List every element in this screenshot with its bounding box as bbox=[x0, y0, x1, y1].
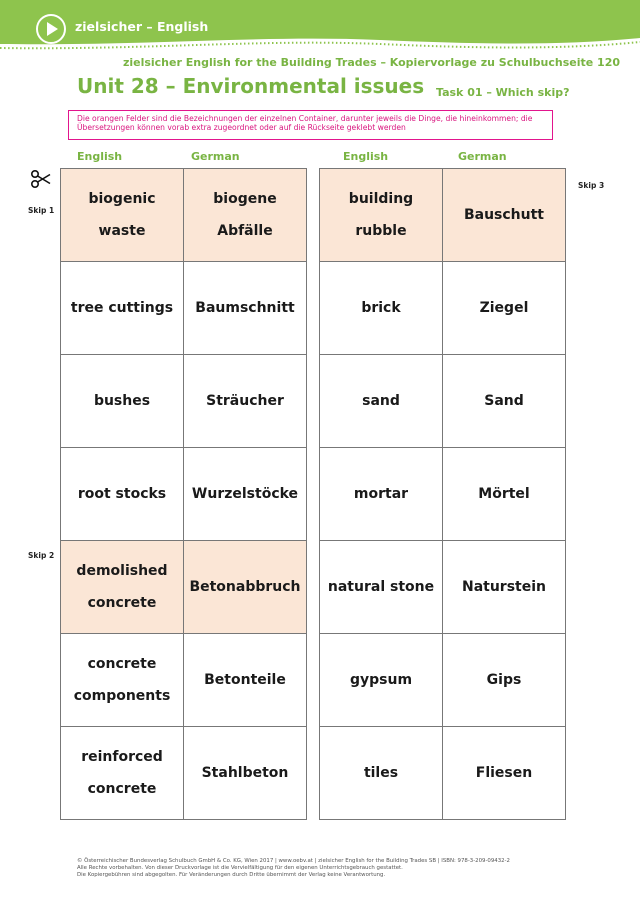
brand-name: zielsicher – English bbox=[75, 19, 209, 34]
footer-line: Alle Rechte vorbehalten. Von dieser Druckvorlage ist die Vervielfältigung für den eigenen Unterrichtsgebrauch gestattet. bbox=[77, 865, 403, 871]
skip-name-cell: Betonabbruch bbox=[184, 541, 307, 634]
vocab-cell: Stahlbeton bbox=[184, 727, 307, 820]
vocab-cell: Baumschnitt bbox=[184, 262, 307, 355]
column-header-english-left: English bbox=[77, 150, 123, 163]
vocab-cell: natural stone bbox=[320, 541, 443, 634]
vocab-cell: Gips bbox=[443, 634, 566, 727]
vocab-cell: Naturstein bbox=[443, 541, 566, 634]
vocab-cell: Fliesen bbox=[443, 727, 566, 820]
page-subtitle: zielsicher English for the Building Trades – Kopiervorlage zu Schulbuchseite 120 bbox=[122, 56, 620, 69]
skip-2-label: Skip 2 bbox=[28, 551, 55, 560]
skip-3-label: Skip 3 bbox=[578, 181, 605, 190]
vocab-cell: gypsum bbox=[320, 634, 443, 727]
skip-name-cell: demolished concrete bbox=[61, 541, 184, 634]
vocab-grid-left bbox=[60, 168, 307, 820]
vocab-cell: root stocks bbox=[61, 448, 184, 541]
vocab-cell: tiles bbox=[320, 727, 443, 820]
skip-name-cell: building rubble bbox=[320, 169, 443, 262]
skip-name-cell: Bauschutt bbox=[443, 169, 566, 262]
vocab-cell: Wurzelstöcke bbox=[184, 448, 307, 541]
vocab-cell: bushes bbox=[61, 355, 184, 448]
vocab-cell: mortar bbox=[320, 448, 443, 541]
play-logo-icon bbox=[36, 14, 66, 44]
task-label: Task 01 – Which skip? bbox=[436, 86, 570, 99]
skip-name-cell: biogene Abfälle bbox=[184, 169, 307, 262]
vocab-cell: Sträucher bbox=[184, 355, 307, 448]
page-title: Unit 28 – Environmental issues bbox=[77, 74, 425, 98]
vocab-cell: reinforced concrete bbox=[61, 727, 184, 820]
vocab-cell: Betonteile bbox=[184, 634, 307, 727]
vocab-grid-right bbox=[319, 168, 566, 820]
vocab-cell: brick bbox=[320, 262, 443, 355]
column-header-german-right: German bbox=[458, 150, 507, 163]
vocab-cell: Mörtel bbox=[443, 448, 566, 541]
column-header-german-left: German bbox=[191, 150, 240, 163]
instruction-box: Die orangen Felder sind die Bezeichnungen der einzelnen Container, darunter jeweils die Dinge, die hineinkommen; die Übersetzungen können vorab extra zugeordnet oder auf die Rückseite geklebt werden bbox=[68, 110, 553, 140]
vocab-cell: Ziegel bbox=[443, 262, 566, 355]
vocab-cell: Sand bbox=[443, 355, 566, 448]
scissors-icon bbox=[30, 168, 52, 190]
vocab-cell: tree cuttings bbox=[61, 262, 184, 355]
skip-1-label: Skip 1 bbox=[28, 206, 55, 215]
footer-line: Die Kopiergebühren sind abgegolten. Für Veränderungen durch Dritte übernimmt der Verlag keine Verantwortung. bbox=[77, 872, 386, 878]
footer-line: © Österreichischer Bundesverlag Schulbuch GmbH & Co. KG, Wien 2017 | www.oebv.at | zielsicher English for the Building Trades SB | ISBN: 978-3-209-09432-2 bbox=[77, 858, 510, 864]
skip-name-cell: biogenic waste bbox=[61, 169, 184, 262]
vocab-cell: concrete components bbox=[61, 634, 184, 727]
footer bbox=[77, 858, 510, 879]
vocab-cell: sand bbox=[320, 355, 443, 448]
column-header-english-right: English bbox=[343, 150, 389, 163]
